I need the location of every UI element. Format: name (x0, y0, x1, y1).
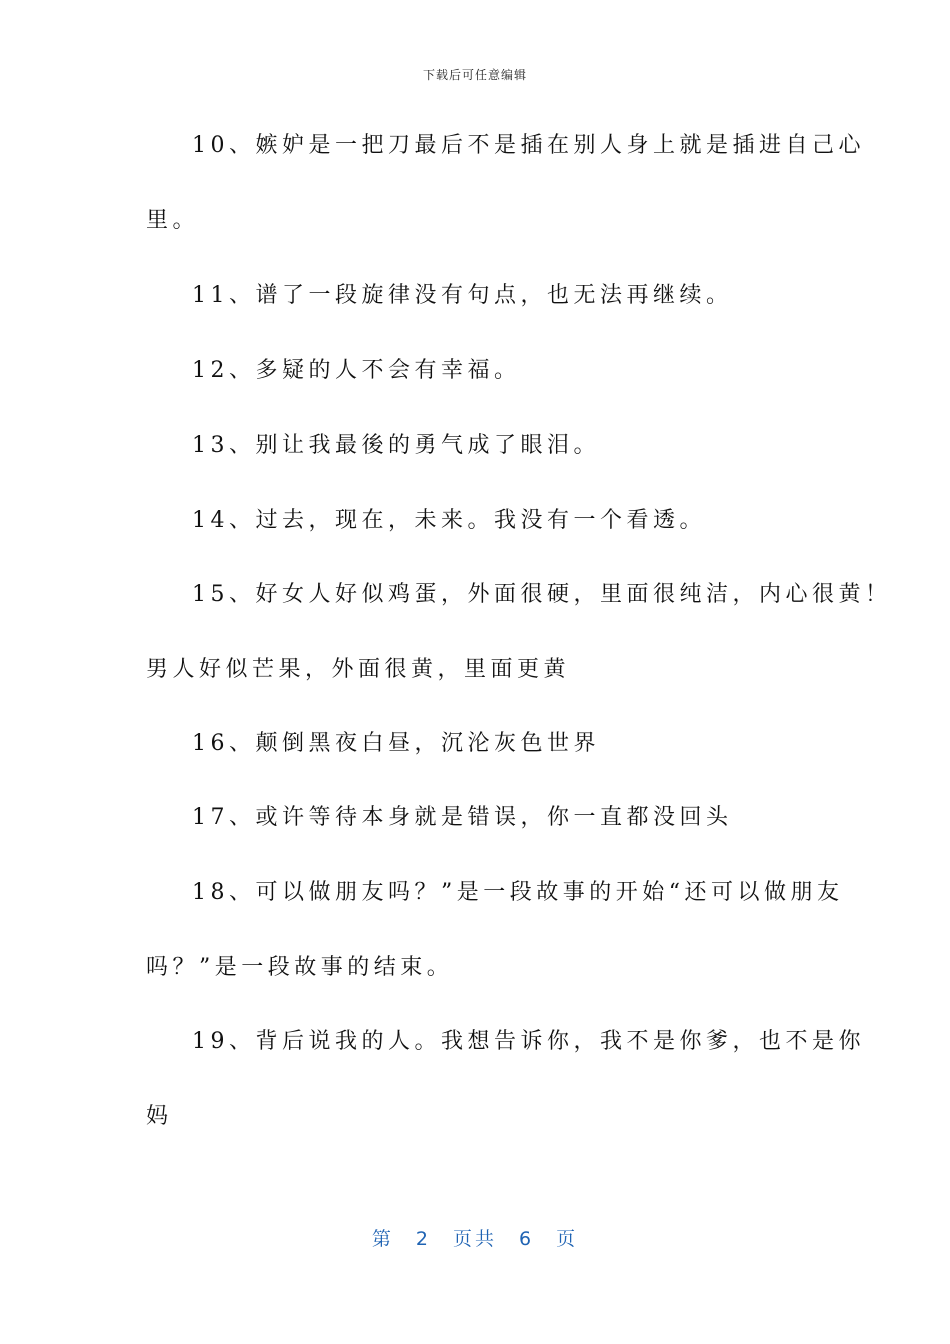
footer-middle: 页共 (452, 1228, 497, 1250)
current-page-number: 2 (415, 1228, 431, 1250)
paragraph-line: 14、过去，现在，未来。我没有一个看透。 (192, 508, 706, 533)
paragraph-18 (146, 855, 844, 1005)
total-page-count: 6 (519, 1228, 535, 1250)
paragraph-line: 17、或许等待本身就是错误，你一直都没回头 (192, 805, 733, 830)
paragraph-16 (146, 706, 806, 781)
footer-suffix: 页 (556, 1228, 579, 1250)
paragraph-10 (146, 108, 865, 258)
paragraph-13 (146, 408, 806, 483)
paragraph-line: 16、颠倒黑夜白昼，沉沦灰色世界 (192, 731, 600, 756)
page-header: 下载后可任意编辑 (422, 68, 527, 82)
page-footer (0, 1224, 950, 1251)
paragraph-line: 11、谱了一段旋律没有句点，也无法再继续。 (192, 283, 733, 308)
paragraph-continuation: 妈 (146, 1104, 173, 1129)
paragraph-11 (146, 258, 806, 333)
paragraph-12 (146, 333, 806, 408)
paragraph-line: 18、可以做朋友吗？”是一段故事的开始“还可以做朋友 (192, 880, 844, 905)
paragraph-14 (146, 483, 806, 558)
paragraph-line: 13、别让我最後的勇气成了眼泪。 (192, 433, 600, 458)
paragraph-line: 12、多疑的人不会有幸福。 (192, 358, 521, 383)
paragraph-continuation: 吗？”是一段故事的结束。 (146, 955, 454, 980)
paragraph-17 (146, 780, 806, 855)
paragraph-19 (146, 1004, 865, 1154)
paragraph-continuation: 里。 (146, 208, 200, 233)
paragraph-15 (146, 557, 892, 707)
paragraph-line: 15、好女人好似鸡蛋，外面很硬，里面很纯洁，内心很黄！ (192, 582, 892, 607)
footer-prefix: 第 (371, 1228, 394, 1250)
paragraph-continuation: 男人好似芒果，外面很黄，里面更黄 (146, 657, 571, 682)
paragraph-line: 10、嫉妒是一把刀最后不是插在别人身上就是插进自己心 (192, 133, 865, 158)
paragraph-line: 19、背后说我的人。我想告诉你，我不是你爹，也不是你 (192, 1029, 865, 1054)
